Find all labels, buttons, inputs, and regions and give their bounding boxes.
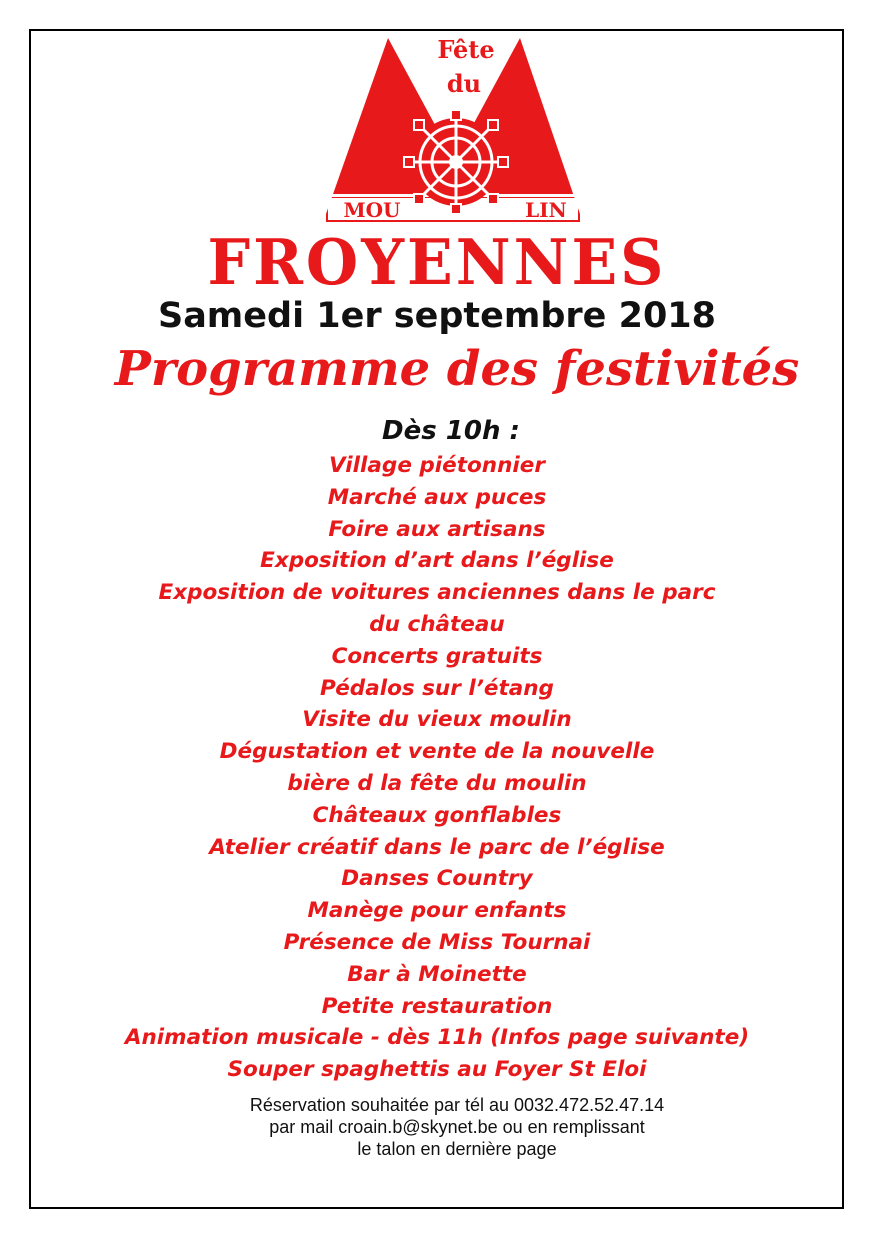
program-item: Concerts gratuits: [331, 643, 543, 669]
program-item: Souper spaghettis au Foyer St Eloi: [227, 1057, 647, 1083]
program-item: du château: [369, 611, 505, 637]
event-date: Samedi 1er septembre 2018: [157, 296, 717, 336]
program-item: Dégustation et vente de la nouvelle: [219, 739, 655, 765]
start-time: Dès 10h :: [382, 416, 520, 446]
program-item: Petite restauration: [321, 993, 553, 1019]
logo-text-mou: MOU: [343, 198, 401, 222]
program-item: Pédalos sur l’étang: [320, 675, 554, 701]
program-item: Bar à Moinette: [347, 961, 527, 987]
program-list: [0, 450, 874, 1086]
program-item: Marché aux puces: [327, 484, 547, 510]
program-item: bière d la fête du moulin: [287, 770, 587, 796]
reservation-info: [0, 1094, 874, 1160]
fete-du-moulin-logo: [326, 34, 580, 232]
logo-text-lin: LIN: [525, 198, 567, 222]
program-item: Présence de Miss Tournai: [283, 929, 591, 955]
reservation-line-mail: par mail croain.b@skynet.be ou en remplissant: [269, 1117, 645, 1137]
program-item: Châteaux gonflables: [312, 802, 562, 828]
program-item: Manège pour enfants: [307, 898, 567, 924]
program-item: Animation musicale - dès 11h (Infos page suivante): [124, 1025, 750, 1051]
program-item: Atelier créatif dans le parc de l’église: [209, 834, 665, 860]
program-item: Danses Country: [341, 866, 533, 892]
program-item: Visite du vieux moulin: [302, 707, 572, 733]
program-item: Village piétonnier: [329, 453, 545, 478]
reservation-line-phone: Réservation souhaitée par tél au 0032.472.52.47.14: [249, 1095, 665, 1115]
town-title: FROYENNES: [207, 226, 667, 300]
program-item: Exposition d’art dans l’église: [260, 548, 614, 574]
program-item: Foire aux artisans: [328, 516, 546, 542]
logo-text-fete: Fête: [437, 35, 495, 64]
program-item: Exposition de voitures anciennes dans le parc: [158, 580, 716, 606]
logo-text-du: du: [446, 69, 482, 98]
reservation-line-form: le talon en dernière page: [357, 1139, 557, 1159]
mill-wheel-icon: [404, 110, 508, 214]
program-title: Programme des festivités: [114, 341, 800, 397]
